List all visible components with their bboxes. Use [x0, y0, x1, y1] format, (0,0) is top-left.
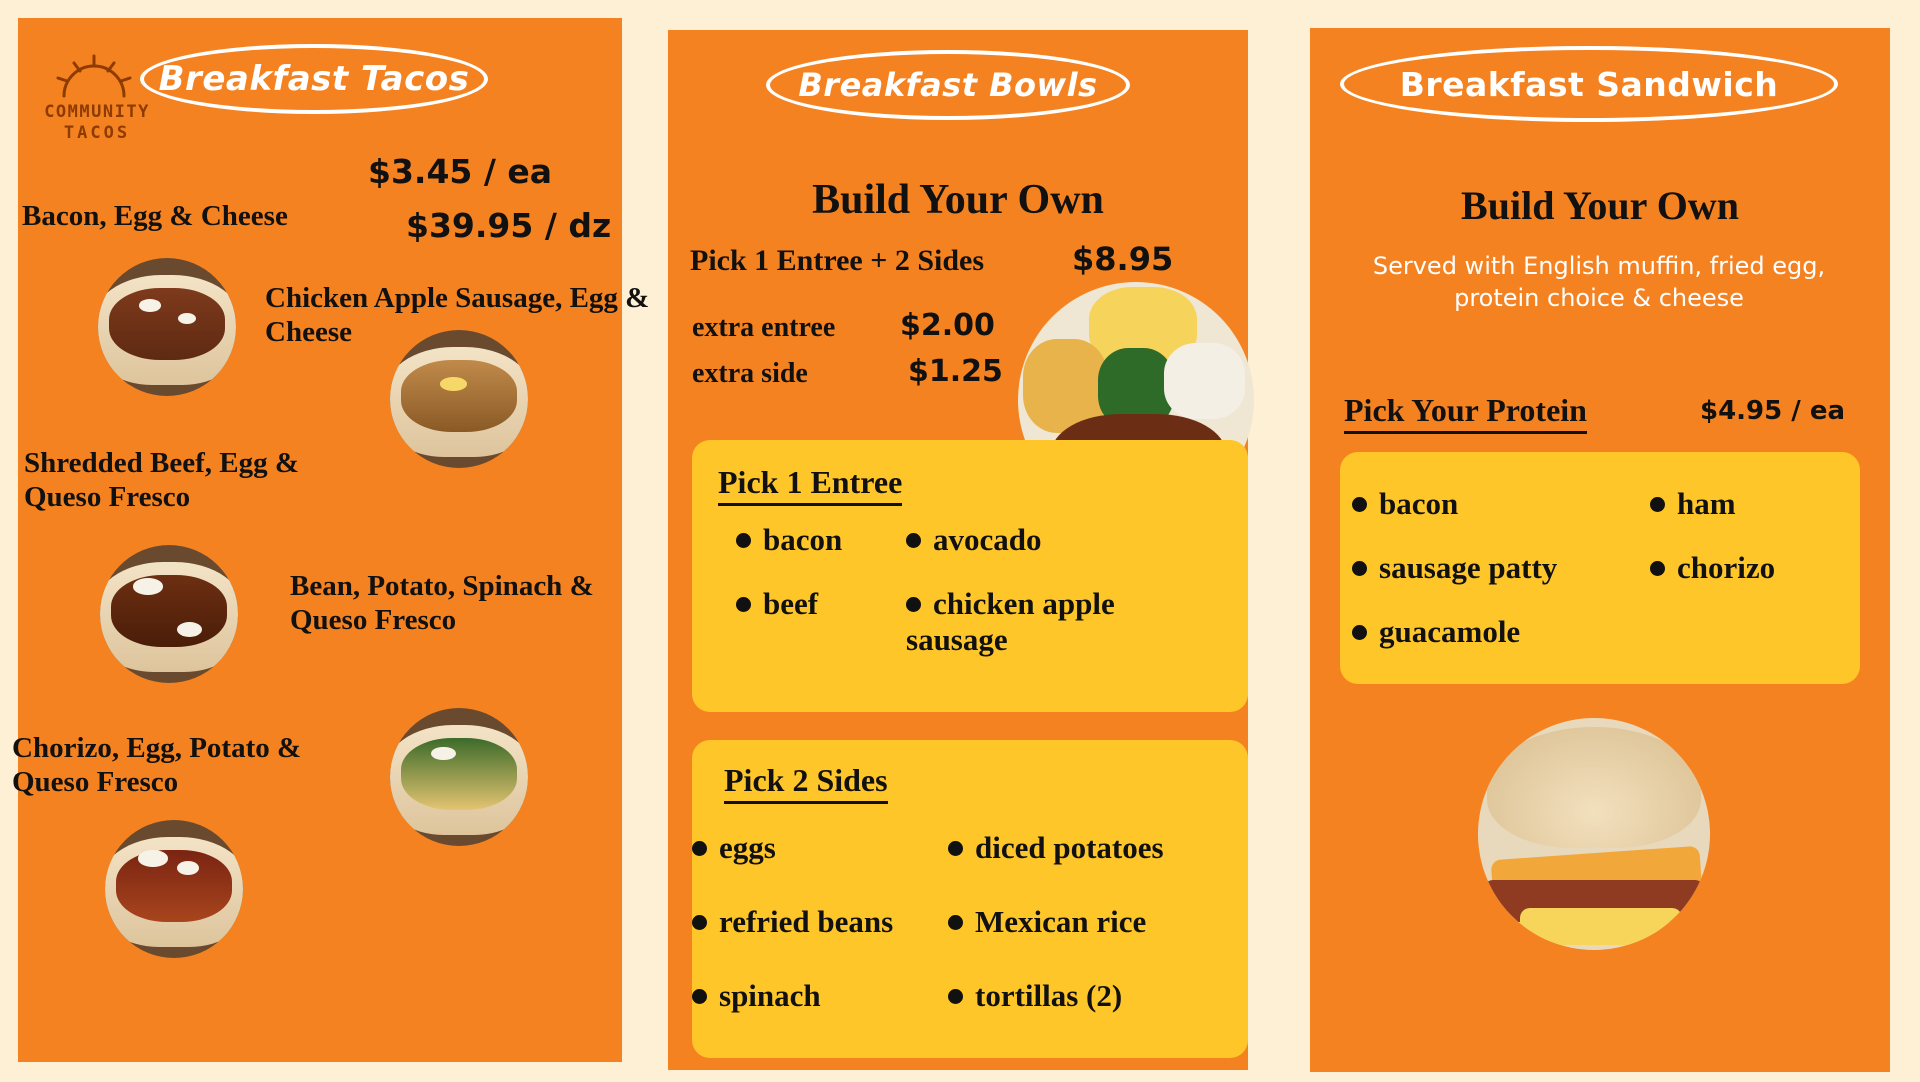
logo-line-1: COMMUNITY [44, 102, 150, 122]
taco-photo-shredded-beef [100, 545, 238, 683]
taco-photo-chorizo-egg-potato [105, 820, 243, 958]
bullet-icon [1650, 497, 1665, 512]
bowls-extra-entree-label: extra entree [692, 312, 836, 343]
bullet-icon [1352, 561, 1367, 576]
bullet-icon [906, 533, 921, 548]
protein-option-3[interactable]: sausage patty [1352, 550, 1557, 586]
taco-photo-chicken-apple-sausage [390, 330, 528, 468]
entree-option-3[interactable]: beef [736, 586, 818, 622]
pick-protein-title: Pick Your Protein [1344, 392, 1587, 434]
bullet-icon [948, 989, 963, 1004]
taco-photo-bacon-egg-cheese [98, 258, 236, 396]
bullet-icon [736, 533, 751, 548]
bullet-icon [948, 915, 963, 930]
side-option-2[interactable]: diced potatoes [948, 830, 1164, 866]
taco-item-4-name: Bean, Potato, Spinach & Queso Fresco [290, 570, 594, 636]
taco-photo-bean-potato-spinach [390, 708, 528, 846]
bullet-icon [692, 915, 707, 930]
taco-item-1-name: Bacon, Egg & Cheese [22, 200, 288, 232]
entree-option-4[interactable]: chicken apple sausage [906, 586, 1115, 657]
side-option-5[interactable]: spinach [692, 978, 821, 1014]
pick-entree-title: Pick 1 Entree [718, 464, 902, 506]
taco-item-5-name: Chorizo, Egg, Potato & Queso Fresco [12, 732, 302, 798]
bullet-icon [1352, 497, 1367, 512]
tacos-title-badge: Breakfast Tacos [140, 44, 488, 114]
bowls-pick-line: Pick 1 Entree + 2 Sides [690, 244, 985, 277]
bullet-icon [1352, 625, 1367, 640]
bullet-icon [736, 597, 751, 612]
side-option-6[interactable]: tortillas (2) [948, 978, 1122, 1014]
bowls-extra-side-price: $1.25 [908, 354, 1003, 389]
sandwich-build-your-own-heading: Build Your Own [1461, 183, 1739, 228]
side-option-4[interactable]: Mexican rice [948, 904, 1146, 940]
taco-item-2-name: Chicken Apple Sausage, Egg & Cheese [265, 282, 650, 348]
sandwich-subtitle: Served with English muffin, fried egg, protein choice & cheese [1372, 252, 1826, 313]
side-option-3[interactable]: refried beans [692, 904, 893, 940]
bowls-extra-entree-price: $2.00 [900, 308, 995, 343]
fried-egg-layer [1520, 908, 1682, 945]
sandwich-title-badge: Breakfast Sandwich [1340, 46, 1838, 122]
logo-line-2: TACOS [63, 123, 131, 144]
protein-price: $4.95 / ea [1700, 396, 1846, 426]
entree-option-2[interactable]: avocado [906, 522, 1042, 558]
tacos-price-dozen: $39.95 / dz [406, 206, 612, 245]
english-muffin [1487, 727, 1700, 848]
entree-option-1[interactable]: bacon [736, 522, 842, 558]
bowls-pick-price: $8.95 [1072, 240, 1174, 278]
protein-option-1[interactable]: bacon [1352, 486, 1458, 522]
bullet-icon [948, 841, 963, 856]
taco-item-3-name: Shredded Beef, Egg & Queso Fresco [24, 447, 299, 513]
bullet-icon [692, 989, 707, 1004]
pick-sides-title: Pick 2 Sides [724, 762, 888, 804]
side-option-1[interactable]: eggs [692, 830, 776, 866]
breakfast-sandwich-photo [1478, 718, 1710, 950]
bowls-title-badge: Breakfast Bowls [766, 50, 1130, 120]
bullet-icon [906, 597, 921, 612]
bullet-icon [692, 841, 707, 856]
protein-option-5[interactable]: guacamole [1352, 614, 1520, 650]
tacos-price-each: $3.45 / ea [368, 152, 553, 191]
sunrise-icon [50, 54, 138, 98]
protein-option-2[interactable]: ham [1650, 486, 1736, 522]
protein-option-4[interactable]: chorizo [1650, 550, 1775, 586]
bowls-build-your-own-heading: Build Your Own [812, 177, 1104, 223]
bullet-icon [1650, 561, 1665, 576]
bowls-extra-side-label: extra side [692, 358, 808, 389]
